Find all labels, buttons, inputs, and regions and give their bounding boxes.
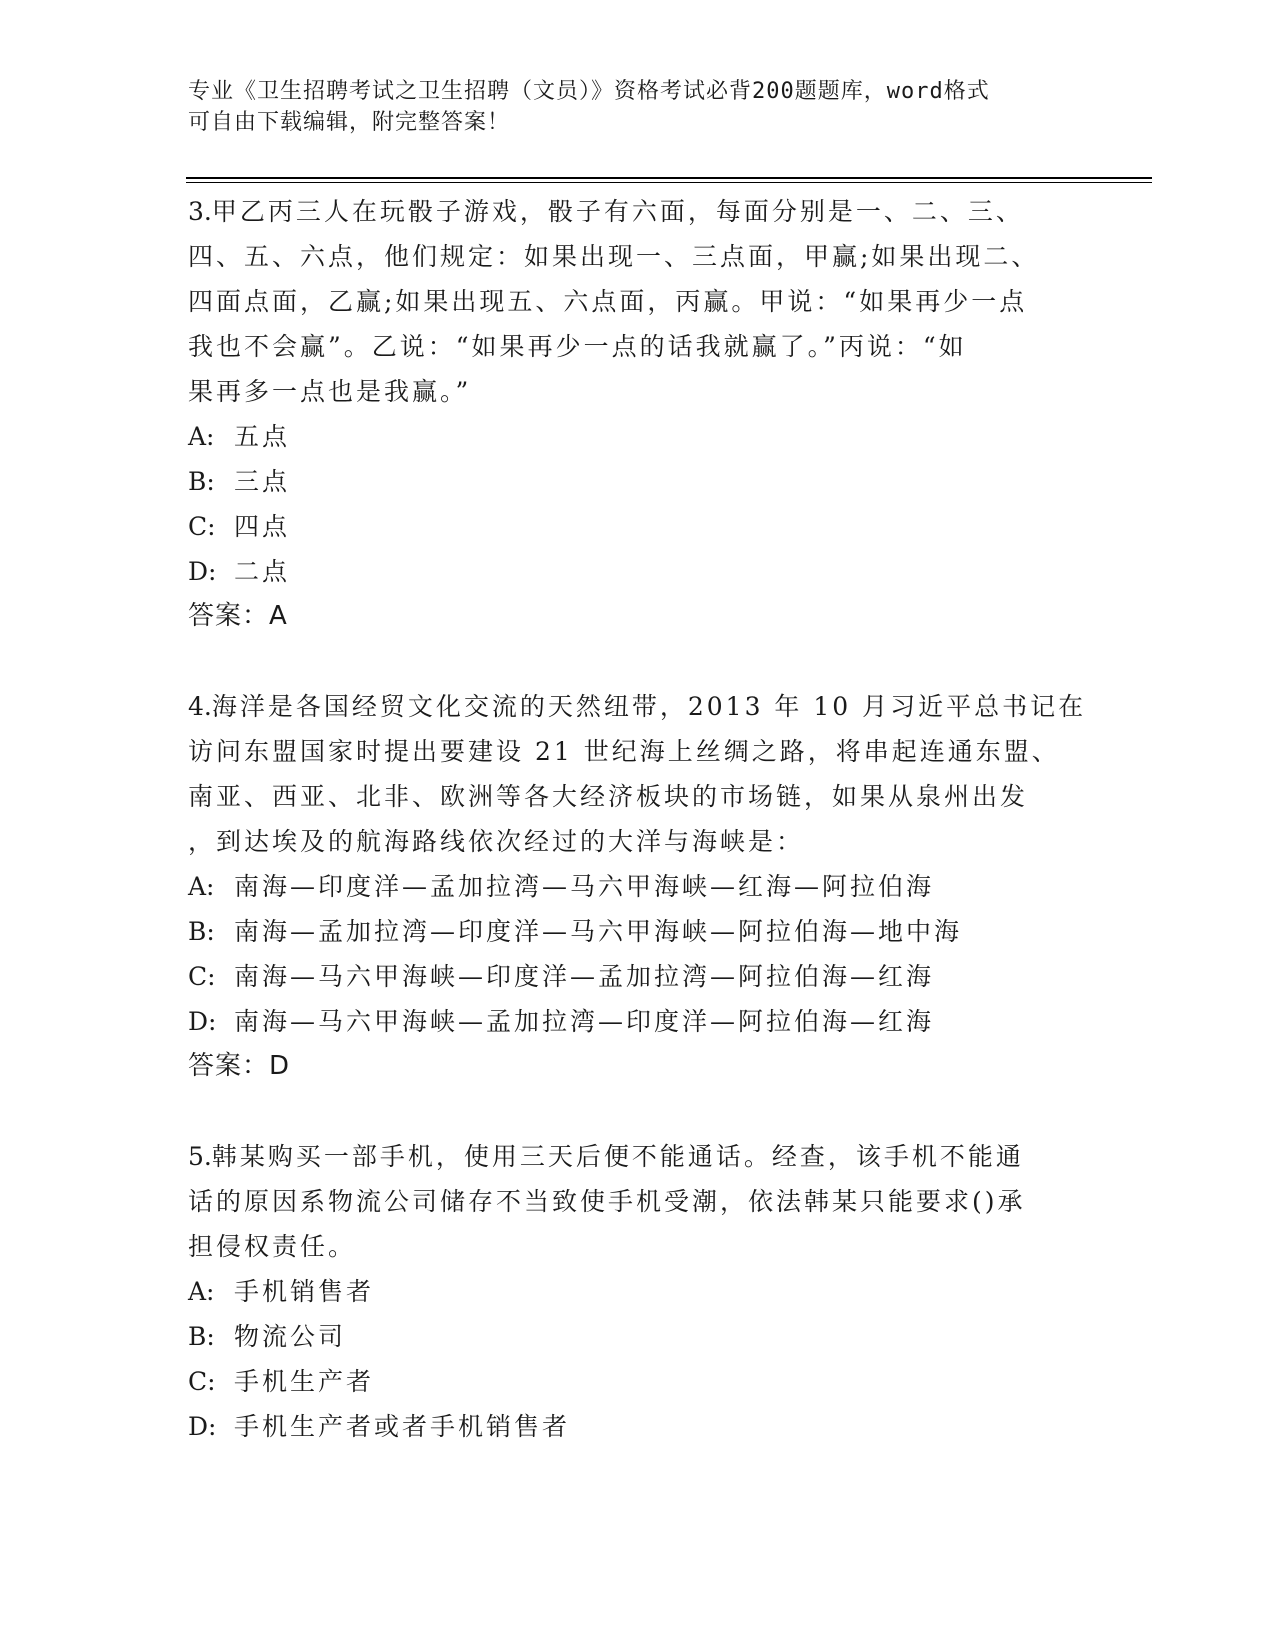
- option-text: 南海—马六甲海峡—印度洋—孟加拉湾—阿拉伯海—红海: [234, 962, 935, 991]
- option-text: 手机生产者: [234, 1367, 375, 1396]
- option-b: [188, 1314, 1088, 1359]
- option-c: [188, 1359, 1088, 1404]
- header-divider-thin: [186, 182, 1152, 183]
- option-d: [188, 999, 1088, 1044]
- option-b: [188, 909, 1088, 954]
- question-5: [188, 1134, 1088, 1449]
- spacer: [188, 1089, 1088, 1134]
- question-line: 果再多一点也是我赢。”: [188, 377, 472, 406]
- answer-line: 答案：A: [188, 601, 288, 631]
- option-text: 南海—马六甲海峡—孟加拉湾—印度洋—阿拉伯海—红海: [234, 1007, 935, 1036]
- option-d: [188, 549, 1088, 594]
- question-line: ，到达埃及的航海路线依次经过的大洋与海峡是：: [188, 827, 805, 856]
- option-letter: B:: [188, 1322, 215, 1351]
- option-a: [188, 864, 1088, 909]
- question-number: 5.: [188, 1142, 212, 1171]
- question-text: [188, 189, 1088, 414]
- question-line: 我也不会赢”。乙说：“如果再少一点的话我就赢了。”丙说：“如: [188, 332, 967, 361]
- question-line: 访问东盟国家时提出要建设 21 世纪海上丝绸之路，将串起连通东盟、: [188, 737, 1060, 766]
- question-line: 南亚、西亚、北非、欧洲等各大经济板块的市场链，如果从泉州出发: [188, 782, 1029, 811]
- question-line: 担侵权责任。: [188, 1232, 357, 1261]
- option-text: 物流公司: [234, 1322, 347, 1351]
- question-3: [188, 189, 1088, 639]
- question-line: 话的原因系物流公司储存不当致使手机受潮，依法韩某只能要求()承: [188, 1187, 1026, 1216]
- question-list: [188, 189, 1088, 1449]
- question-4: [188, 684, 1088, 1089]
- question-text: [188, 684, 1088, 864]
- option-letter: A:: [188, 872, 215, 901]
- answer-line: 答案：D: [188, 1051, 291, 1081]
- option-letter: C:: [188, 962, 216, 991]
- option-text: 三点: [234, 467, 291, 496]
- option-letter: B:: [188, 917, 215, 946]
- option-letter: A:: [188, 422, 215, 451]
- option-text: 南海—孟加拉湾—印度洋—马六甲海峡—阿拉伯海—地中海: [234, 917, 963, 946]
- question-text: [188, 1134, 1088, 1269]
- header-line-1: 专业《卫生招聘考试之卫生招聘（文员）》资格考试必背200题题库，word格式: [188, 79, 990, 104]
- option-letter: A:: [188, 1277, 215, 1306]
- option-text: 四点: [234, 512, 291, 541]
- option-letter: D:: [188, 557, 217, 586]
- option-text: 南海—印度洋—孟加拉湾—马六甲海峡—红海—阿拉伯海: [234, 872, 935, 901]
- option-letter: C:: [188, 1367, 216, 1396]
- option-text: 手机生产者或者手机销售者: [234, 1412, 571, 1441]
- question-number: 4.: [188, 692, 212, 721]
- question-line: 四面点面，乙赢;如果出现五、六点面，丙赢。甲说：“如果再少一点: [188, 287, 1028, 316]
- question-line: 韩某购买一部手机，使用三天后便不能通话。经查，该手机不能通: [211, 1142, 1024, 1171]
- document-header: [188, 76, 1068, 138]
- option-letter: D:: [188, 1412, 217, 1441]
- option-letter: D:: [188, 1007, 217, 1036]
- option-a: [188, 1269, 1088, 1314]
- question-line: 海洋是各国经贸文化交流的天然纽带，2013 年 10 月习近平总书记在: [211, 692, 1087, 721]
- option-text: 二点: [234, 557, 291, 586]
- option-text: 手机销售者: [234, 1277, 375, 1306]
- option-a: [188, 414, 1088, 459]
- option-d: [188, 1404, 1088, 1449]
- header-line-2: 可自由下载编辑，附完整答案！: [188, 110, 511, 135]
- option-b: [188, 459, 1088, 504]
- question-number: 3.: [188, 197, 212, 226]
- option-c: [188, 954, 1088, 999]
- option-letter: B:: [188, 467, 215, 496]
- question-line: 甲乙丙三人在玩骰子游戏，骰子有六面，每面分别是一、二、三、: [211, 197, 1024, 226]
- question-line: 四、五、六点，他们规定：如果出现一、三点面，甲赢;如果出现二、: [188, 242, 1040, 271]
- option-c: [188, 504, 1088, 549]
- option-letter: C:: [188, 512, 216, 541]
- header-divider-thick: [186, 177, 1152, 179]
- spacer: [188, 639, 1088, 684]
- option-text: 五点: [234, 422, 291, 451]
